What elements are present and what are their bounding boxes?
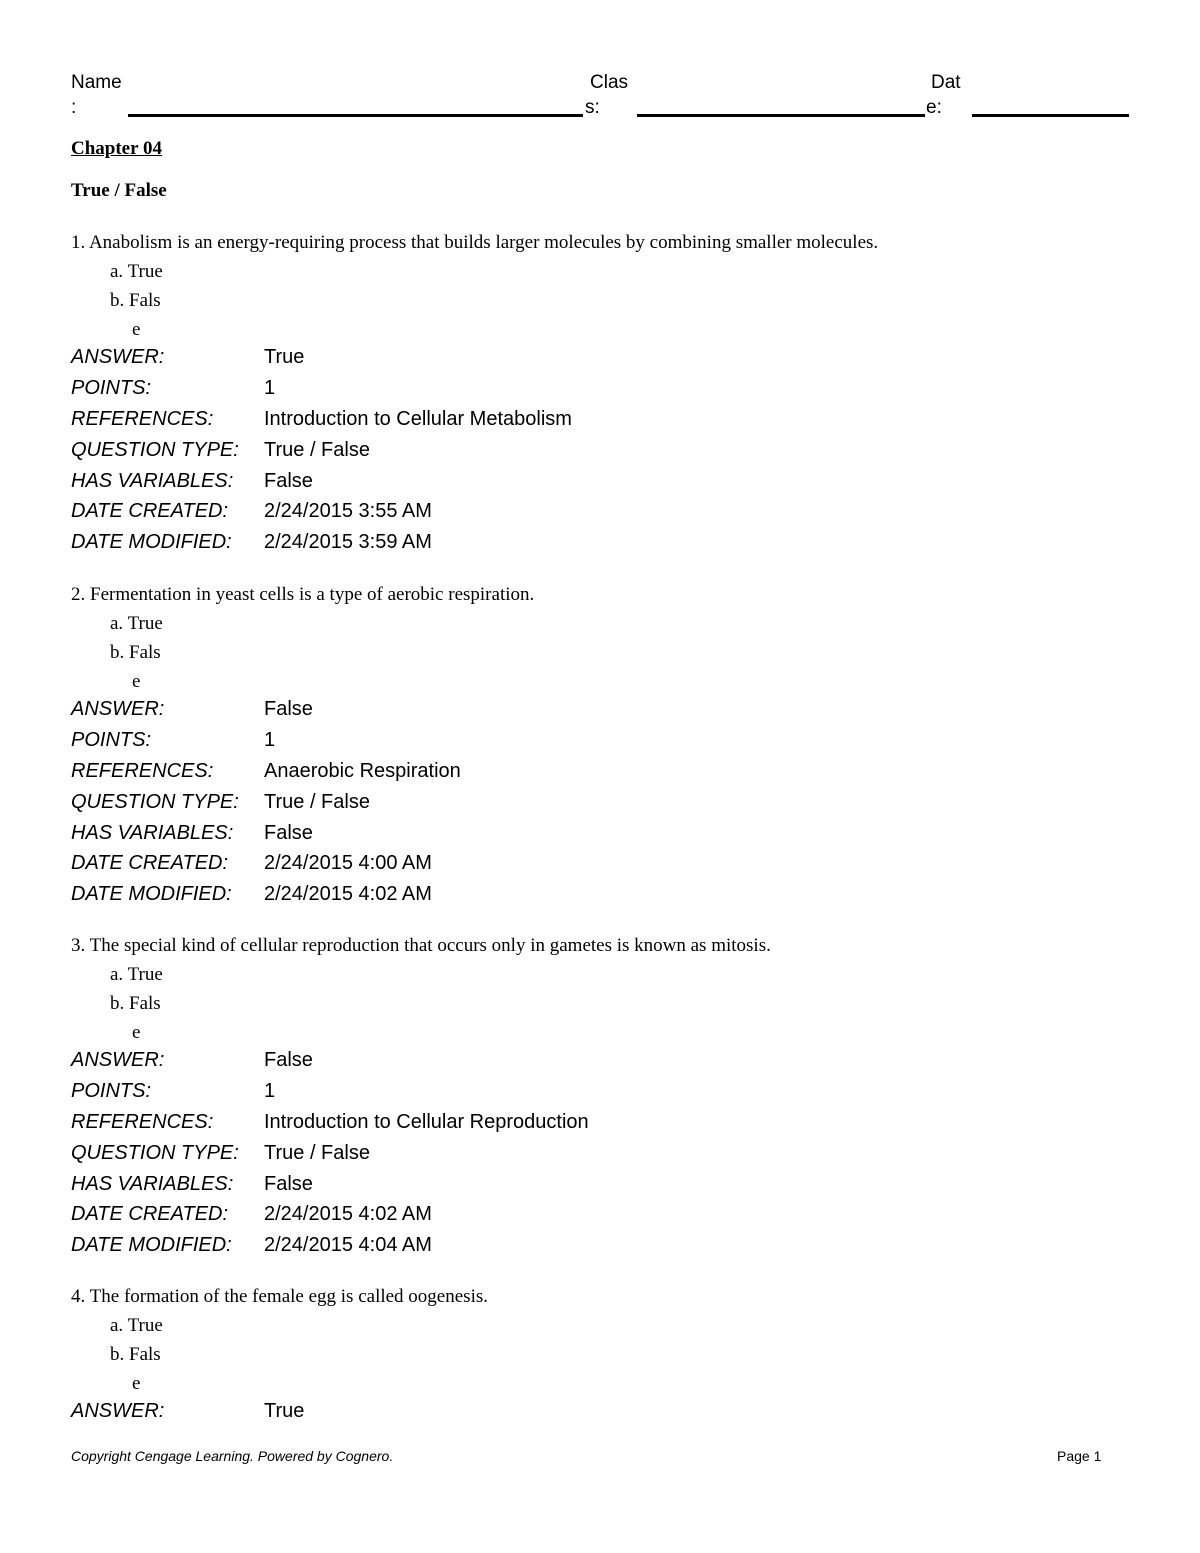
references-label: REFERENCES: [71, 407, 214, 430]
chapter-title: Chapter 04 [71, 138, 162, 159]
question-4 [71, 1286, 1151, 1431]
date-label: Dat [931, 72, 961, 93]
points-value: 1 [264, 1079, 276, 1102]
date-modified-value: 2/24/2015 4:04 AM [264, 1234, 432, 1257]
answer-row [71, 1400, 1151, 1431]
references-row [71, 408, 1151, 439]
references-row [71, 1111, 1151, 1142]
question-type-label: QUESTION TYPE: [71, 1141, 239, 1164]
option-a[interactable]: a. True [110, 1315, 163, 1336]
answer-row [71, 1049, 1151, 1080]
question-type-value: True / False [264, 1141, 370, 1164]
question-type-value: True / False [264, 438, 370, 461]
references-row [71, 760, 1151, 791]
section-title: True / False [71, 180, 167, 201]
references-value: Introduction to Cellular Metabolism [264, 407, 572, 430]
date-created-row [71, 500, 1151, 531]
has-variables-label: HAS VARIABLES: [71, 1172, 234, 1195]
has-variables-row [71, 822, 1151, 853]
references-label: REFERENCES: [71, 1110, 214, 1133]
date-created-row [71, 1203, 1151, 1234]
date-modified-label: DATE MODIFIED: [71, 531, 232, 554]
has-variables-value: False [264, 821, 313, 844]
question-type-label: QUESTION TYPE: [71, 790, 239, 813]
date-created-value: 2/24/2015 4:00 AM [264, 852, 432, 875]
references-value: Introduction to Cellular Reproduction [264, 1110, 589, 1133]
points-row [71, 729, 1151, 760]
question-stem: 1. Anabolism is an energy-requiring process that builds larger molecules by combining smaller molecules. [71, 232, 879, 253]
option-b[interactable]: b. Fals [110, 993, 161, 1014]
question-stem: 3. The special kind of cellular reproduction that occurs only in gametes is known as mitosis. [71, 935, 771, 956]
date-created-value: 2/24/2015 3:55 AM [264, 500, 432, 523]
answer-value: True [264, 1400, 305, 1422]
name-label: Name [71, 72, 122, 93]
references-value: Anaerobic Respiration [264, 759, 461, 782]
date-created-row [71, 852, 1151, 883]
points-label: POINTS: [71, 1079, 152, 1102]
points-label: POINTS: [71, 376, 152, 399]
question-stem: 4. The formation of the female egg is called oogenesis. [71, 1286, 488, 1307]
points-row [71, 377, 1151, 408]
date-modified-row [71, 1234, 1151, 1265]
footer-page-number: Page 1 [1057, 1448, 1102, 1464]
class-label: Clas [590, 72, 629, 93]
has-variables-value: False [264, 1172, 313, 1195]
option-a[interactable]: a. True [110, 613, 163, 634]
has-variables-label: HAS VARIABLES: [71, 821, 234, 844]
has-variables-label: HAS VARIABLES: [71, 469, 234, 492]
date-modified-value: 2/24/2015 3:59 AM [264, 531, 432, 554]
class-line[interactable] [637, 114, 925, 117]
date-modified-row [71, 531, 1151, 562]
option-b-cont: e [132, 319, 141, 340]
date-line[interactable] [972, 114, 1129, 117]
date-created-label: DATE CREATED: [71, 1203, 229, 1226]
has-variables-row [71, 1173, 1151, 1204]
option-b[interactable]: b. Fals [110, 642, 161, 663]
answer-value: True [264, 346, 305, 368]
has-variables-row [71, 470, 1151, 501]
footer-copyright: Copyright Cengage Learning. Powered by Cognero. [71, 1448, 394, 1464]
option-b-cont: e [132, 1022, 141, 1043]
question-type-value: True / False [264, 790, 370, 813]
date-modified-value: 2/24/2015 4:02 AM [264, 883, 432, 906]
date-label-cont: e: [926, 97, 942, 118]
question-type-label: QUESTION TYPE: [71, 438, 239, 461]
question-type-row [71, 1142, 1151, 1173]
answer-label: ANSWER: [71, 1400, 165, 1422]
question-2 [71, 584, 1151, 914]
date-modified-label: DATE MODIFIED: [71, 883, 232, 906]
date-modified-row [71, 883, 1151, 914]
name-line[interactable] [128, 114, 583, 117]
option-b-cont: e [132, 1373, 141, 1394]
references-label: REFERENCES: [71, 759, 214, 782]
date-created-label: DATE CREATED: [71, 852, 229, 875]
has-variables-value: False [264, 469, 313, 492]
question-1 [71, 232, 1151, 562]
option-b-cont: e [132, 671, 141, 692]
date-created-label: DATE CREATED: [71, 500, 229, 523]
question-3 [71, 935, 1151, 1265]
answer-row [71, 698, 1151, 729]
points-label: POINTS: [71, 728, 152, 751]
answer-row [71, 346, 1151, 377]
answer-value: False [264, 698, 313, 720]
option-a[interactable]: a. True [110, 964, 163, 985]
points-value: 1 [264, 376, 276, 399]
answer-label: ANSWER: [71, 1049, 165, 1071]
date-created-value: 2/24/2015 4:02 AM [264, 1203, 432, 1226]
points-row [71, 1080, 1151, 1111]
points-value: 1 [264, 728, 276, 751]
option-a[interactable]: a. True [110, 261, 163, 282]
option-b[interactable]: b. Fals [110, 1344, 161, 1365]
answer-label: ANSWER: [71, 346, 165, 368]
answer-value: False [264, 1049, 313, 1071]
class-label-cont: s: [585, 97, 600, 118]
name-colon: : [71, 97, 77, 118]
date-modified-label: DATE MODIFIED: [71, 1234, 232, 1257]
option-b[interactable]: b. Fals [110, 290, 161, 311]
answer-label: ANSWER: [71, 698, 165, 720]
question-type-row [71, 439, 1151, 470]
question-stem: 2. Fermentation in yeast cells is a type of aerobic respiration. [71, 584, 535, 605]
question-type-row [71, 791, 1151, 822]
